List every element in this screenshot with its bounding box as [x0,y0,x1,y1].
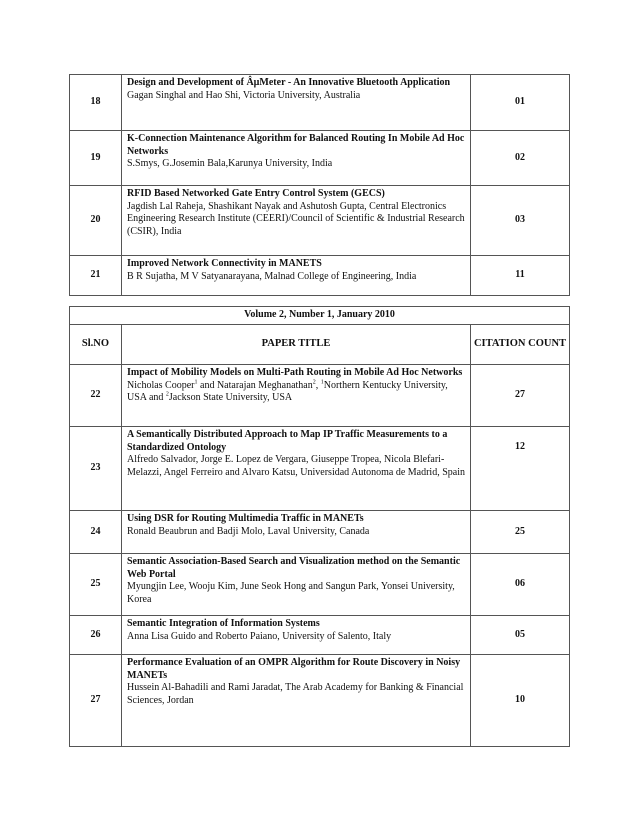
table-row [70,616,570,655]
paper-entry [122,655,471,747]
author-text: and Natarajan Meghanathan [197,379,313,391]
paper-entry [122,427,471,511]
affiliation-mark: 2 [312,379,316,386]
paper-authors: Ronald Beaubrun and Badji Molo, Laval University, Canada [127,525,370,537]
paper-authors [127,380,466,405]
paper-title: Using DSR for Routing Multimedia Traffic in MANETs [127,513,364,524]
column-header-citation: CITATION COUNT [471,325,570,365]
serial-number: 21 [70,256,122,296]
table-row [70,256,570,296]
paper-entry [122,75,471,131]
table-row [70,511,570,554]
paper-entry [122,511,471,554]
affiliation-mark: 1 [320,379,324,386]
paper-title: Performance Evaluation of an OMPR Algorithm for Route Discovery in Noisy MANETs [127,657,461,681]
citation-count: 11 [471,256,570,296]
paper-authors: B R Sujatha, M V Satyanarayana, Malnad College of Engineering, India [127,270,417,282]
paper-authors: Anna Lisa Guido and Roberto Paiano, University of Salento, Italy [127,630,392,642]
citation-count: 01 [471,75,570,131]
author-text: Northern Kentucky University, USA and [127,379,448,403]
citation-count: 27 [471,365,570,427]
table-row [70,554,570,616]
column-header-title: PAPER TITLE [122,325,471,365]
paper-title: Impact of Mobility Models on Multi-Path Routing in Mobile Ad Hoc Networks [127,367,463,378]
paper-authors: Hussein Al-Bahadili and Rami Jaradat, The Arab Academy for Banking & Financial Sciences, Jordan [127,682,464,706]
table-row [70,427,570,511]
volume-title: Volume 2, Number 1, January 2010 [70,307,570,325]
serial-number: 23 [70,427,122,511]
paper-authors: Gagan Singhal and Hao Shi, Victoria University, Australia [127,89,361,101]
citation-count: 02 [471,131,570,186]
table-row [70,75,570,131]
table-row [70,131,570,186]
author-text: , [315,379,321,391]
paper-authors: Jagdish Lal Raheja, Shashikant Nayak and Ashutosh Gupta, Central Electronics Engineering Research Institute (CEERI)/Council of Scientific & Industrial Research (CSIR), India [127,200,465,237]
paper-entry [122,365,471,427]
citation-count: 12 [471,427,570,511]
serial-number: 20 [70,186,122,256]
affiliation-mark: 2 [165,391,169,398]
serial-number: 18 [70,75,122,131]
citation-count: 10 [471,655,570,747]
paper-entry [122,131,471,186]
paper-title: K-Connection Maintenance Algorithm for Balanced Routing In Mobile Ad Hoc Networks [127,133,465,157]
volume-header-row [70,307,570,325]
paper-authors: Alfredo Salvador, Jorge E. Lopez de Vergara, Giuseppe Tropea, Nicola Blefari-Melazzi, Angel Ferreiro and Alvaro Katsu, Universidad Autonoma de Madrid, Spain [127,454,465,478]
citation-count: 06 [471,554,570,616]
table-row [70,655,570,747]
paper-entry [122,256,471,296]
paper-authors: S.Smys, G.Josemin Bala,Karunya University, India [127,158,333,169]
serial-number: 26 [70,616,122,655]
citation-count: 25 [471,511,570,554]
paper-title: Improved Network Connectivity in MANETS [127,258,322,269]
affiliation-mark: 1 [194,379,198,386]
table-row [70,365,570,427]
paper-entry [122,616,471,655]
paper-title: Semantic Association-Based Search and Visualization method on the Semantic Web Portal [127,556,461,580]
papers-table-volume-2 [69,306,570,747]
papers-table-volume-1 [69,74,570,296]
paper-title: A Semantically Distributed Approach to Map IP Traffic Measurements to a Standardized Ontology [127,429,448,453]
paper-title: Design and Development of ÂµMeter - An Innovative Bluetooth Application [127,77,451,88]
serial-number: 24 [70,511,122,554]
column-header-serial: Sl.NO [70,325,122,365]
serial-number: 19 [70,131,122,186]
citation-count: 05 [471,616,570,655]
paper-authors: Myungjin Lee, Wooju Kim, June Seok Hong and Sangun Park, Yonsei University, Korea [127,581,455,605]
serial-number: 25 [70,554,122,616]
table-row [70,186,570,256]
paper-title: RFID Based Networked Gate Entry Control System (GECS) [127,188,385,199]
serial-number: 27 [70,655,122,747]
author-text: Jackson State University, USA [168,392,293,403]
author-text: Nicholas Cooper [127,379,195,391]
paper-title: Semantic Integration of Information Systems [127,618,320,629]
column-header-row [70,325,570,365]
serial-number: 22 [70,365,122,427]
paper-entry [122,554,471,616]
citation-count: 03 [471,186,570,256]
paper-entry [122,186,471,256]
